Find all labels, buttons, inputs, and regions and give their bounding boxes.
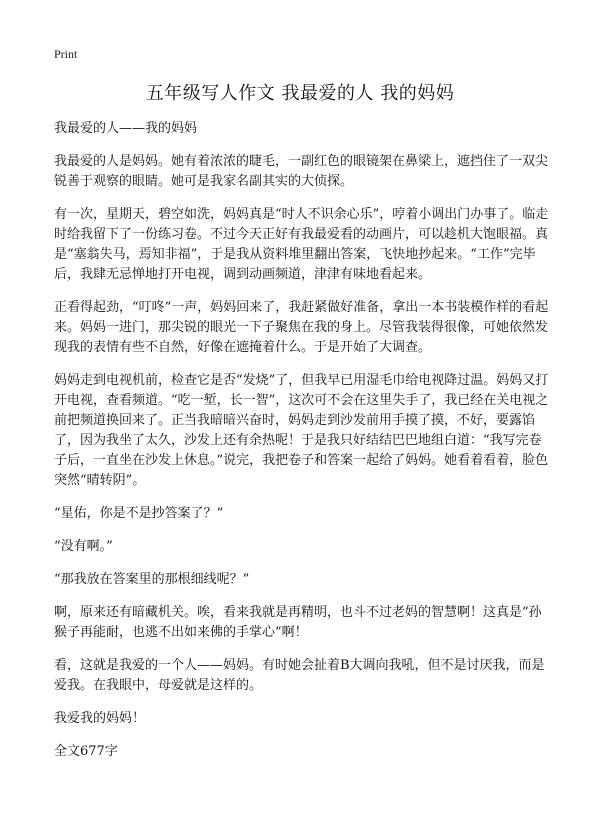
paragraph: 正看得起劲，“叮咚”一声，妈妈回来了，我赶紧做好准备，拿出一本书装模作样的看起来。妈妈一进门，那尖锐的眼光一下子聚焦在我的身上。尽管我装得很像，可她依然发现我的表情有些不自然，好像在遮掩着什么。于是开始了大调查。 <box>54 300 549 355</box>
dialogue-line: “那我放在答案里的那根细线呢？” <box>54 572 250 587</box>
dialogue-line: “没有啊。” <box>54 539 113 554</box>
paragraph: 妈妈走到电视机前，检查它是否“发烧”了，但我早已用湿毛巾给电视降过温。妈妈又打开电视，查看频道。“吃一堑，长一智”，这次可不会在这里失手了，我已经在关电视之前把频道换回来了。正当我暗暗兴奋时，妈妈走到沙发前用手摸了摸，不好，要露馅了，因为我坐了太久，沙发上还有余热呢！于是我只好结结巴巴地组白道：“我写完卷子后，一直坐在沙发上休息。”说完，我把卷子和答案一起给了妈妈。她看着看着，脸色突然“晴转阴”。 <box>54 373 549 488</box>
page-title: 五年级写人作文 我最爱的人 我的妈妈 <box>145 83 455 104</box>
word-count: 全文677字 <box>54 744 118 759</box>
dialogue-line: “星佑，你是不是抄答案了？” <box>54 506 224 521</box>
print-link[interactable]: Print <box>54 47 78 61</box>
article-subtitle: 我最爱的人——我的妈妈 <box>54 121 198 136</box>
paragraph: 有一次，星期天，碧空如洗，妈妈真是“时人不识余心乐”，哼着小调出门办事了。临走时给我留下了一份练习卷。不过今天正好有我最爱看的动画片，可以趁机大饱眼福。真是“塞翁失马，焉知非福”，于是我从资料堆里翻出答案，飞快地抄起来。“工作”完毕后，我肆无忌惮地打开电视，调到动画频道，津津有味地看起来。 <box>54 207 549 282</box>
paragraph: 啊，原来还有暗藏机关。唉，看来我就是再精明，也斗不过老妈的智慧啊！这真是“孙猴子再能耐，也逃不出如来佛的手掌心”啊！ <box>54 605 542 640</box>
closing-line: 我爱我的妈妈！ <box>54 711 146 726</box>
article-body <box>54 119 550 775</box>
paragraph: 看，这就是我爱的一个人——妈妈。有时她会扯着B大调向我吼，但不是讨厌我，而是爱我。在我眼中，母爱就是这样的。 <box>54 658 545 693</box>
paragraph: 我最爱的人是妈妈。她有着浓浓的睫毛，一副红色的眼镜架在鼻梁上，遮挡住了一双尖锐善于观察的眼睛。她可是我家名副其实的大侦探。 <box>54 154 549 189</box>
